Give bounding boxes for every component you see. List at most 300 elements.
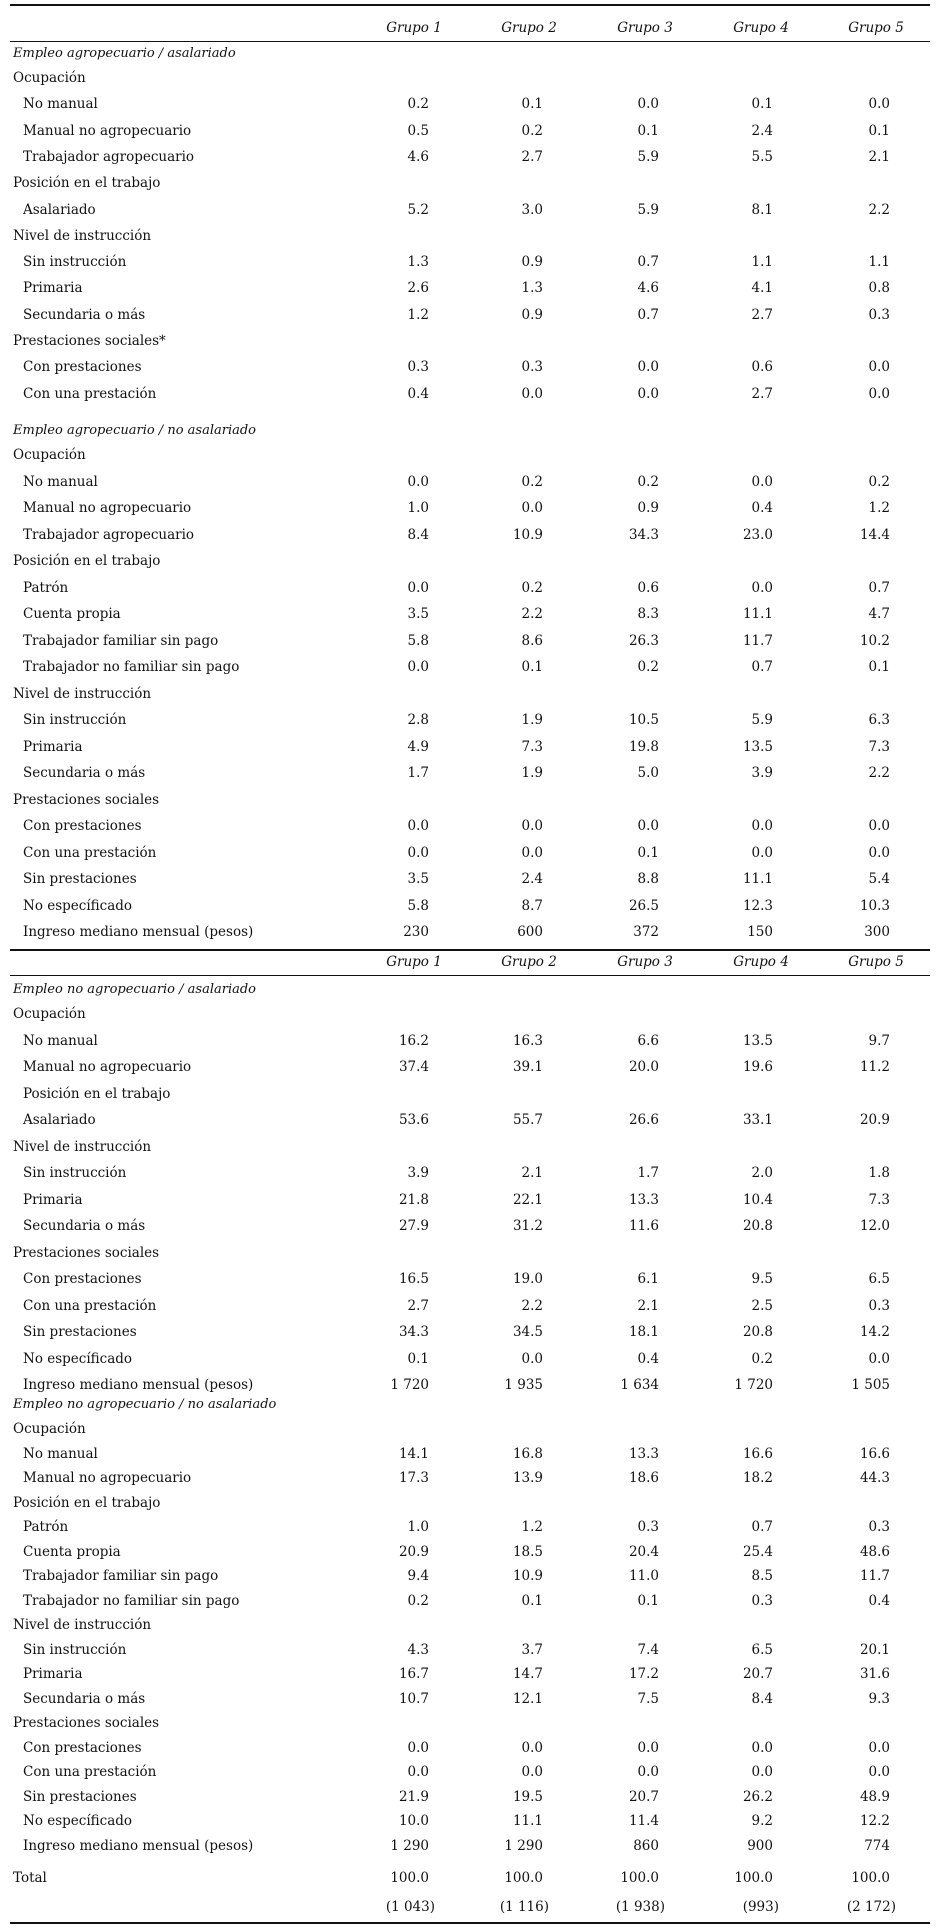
cell-value: 0.0 xyxy=(868,385,890,402)
cell-value: 5.2 xyxy=(407,201,429,218)
cell-value: 1.0 xyxy=(407,1519,429,1535)
cell-value: 26.6 xyxy=(628,1112,659,1128)
cell-value: 0.7 xyxy=(868,579,890,596)
cell-value: 9.2 xyxy=(751,1813,773,1829)
section-title-text: Empleo agropecuario / asalariado xyxy=(13,46,236,61)
cell-value: 20.9 xyxy=(398,1543,429,1560)
total-value: 100.0 xyxy=(620,1870,659,1886)
cell-value: 4.7 xyxy=(868,606,890,622)
row-label: Sin prestaciones xyxy=(23,871,137,887)
cell-value: 6.5 xyxy=(868,1271,890,1287)
row-label: No específicado xyxy=(23,1350,133,1367)
row-label: No manual xyxy=(23,96,98,113)
row-label: Trabajador familiar sin pago xyxy=(23,632,219,649)
cell-value: 5.4 xyxy=(868,871,890,887)
cell-value: 20.4 xyxy=(628,1543,659,1560)
cell-value: 0.0 xyxy=(751,844,773,861)
cell-value: 0.3 xyxy=(751,1592,773,1609)
cell-value: 0.1 xyxy=(637,122,659,139)
cell-value: 20.8 xyxy=(742,1324,773,1340)
total-value: 100.0 xyxy=(851,1870,890,1886)
group-header: Grupo 2 xyxy=(501,954,557,970)
cell-value: 2.0 xyxy=(751,1165,773,1181)
group-header: Grupo 5 xyxy=(848,954,904,970)
cell-value: 34.5 xyxy=(512,1324,543,1340)
cell-value: 16.6 xyxy=(859,1445,890,1462)
cell-value: 11.1 xyxy=(512,1813,543,1829)
cell-value: 22.1 xyxy=(512,1191,543,1208)
cell-value: 0.2 xyxy=(407,96,429,113)
cell-value: 860 xyxy=(633,1837,659,1854)
cell-value: 12.1 xyxy=(512,1690,543,1707)
cell-value: 37.4 xyxy=(398,1059,429,1075)
cell-value: 5.5 xyxy=(751,148,773,165)
cell-value: 1 634 xyxy=(620,1377,659,1393)
cell-value: 0.0 xyxy=(521,500,543,516)
row-label: Primaria xyxy=(23,1191,83,1208)
cell-value: 39.1 xyxy=(512,1059,543,1075)
cell-value: 5.8 xyxy=(407,897,429,914)
cell-value: 8.7 xyxy=(521,897,543,914)
cell-value: 7.3 xyxy=(868,1191,890,1208)
cell-value: 0.2 xyxy=(521,579,543,596)
cell-value: 0.2 xyxy=(521,122,543,139)
cell-value: 18.6 xyxy=(628,1470,659,1486)
cell-value: 10.3 xyxy=(859,897,890,914)
cell-value: 1 290 xyxy=(504,1837,543,1854)
cell-value: 12.3 xyxy=(742,897,773,914)
cell-value: 26.3 xyxy=(628,632,659,649)
cell-value: 0.3 xyxy=(521,359,543,376)
cell-value: 26.2 xyxy=(742,1788,773,1805)
cell-value: 7.4 xyxy=(637,1641,659,1658)
row-label: Prestaciones sociales* xyxy=(13,333,166,349)
cell-value: 11.2 xyxy=(859,1059,890,1075)
group-header: Grupo 1 xyxy=(386,20,442,36)
cell-value: 0.7 xyxy=(751,1519,773,1535)
cell-value: 48.6 xyxy=(859,1543,890,1560)
cell-value: 12.2 xyxy=(859,1813,890,1829)
cell-value: 13.5 xyxy=(742,1032,773,1049)
cell-value: 27.9 xyxy=(398,1218,429,1234)
cell-value: 0.0 xyxy=(521,1764,543,1780)
cell-value: 0.4 xyxy=(751,500,773,516)
cell-value: 2.2 xyxy=(521,1297,543,1314)
cell-value: 0.0 xyxy=(637,385,659,402)
cell-value: 31.2 xyxy=(512,1218,543,1234)
row-label: Sin prestaciones xyxy=(23,1788,137,1805)
cell-value: 0.1 xyxy=(521,1592,543,1609)
cell-value: 2.8 xyxy=(407,712,429,728)
cell-value: 10.4 xyxy=(742,1191,773,1208)
cell-value: 0.3 xyxy=(637,1519,659,1535)
row-label: Patrón xyxy=(23,579,69,596)
cell-value: 11.1 xyxy=(742,606,773,622)
cell-value: 230 xyxy=(403,924,429,940)
cell-value: 1.9 xyxy=(521,712,543,728)
cell-value: 2.7 xyxy=(407,1297,429,1314)
cell-value: 34.3 xyxy=(398,1324,429,1340)
cell-value: 0.2 xyxy=(521,473,543,490)
cell-value: 300 xyxy=(864,924,890,940)
bottom-rule xyxy=(10,1922,930,1924)
total-count: (1 116) xyxy=(499,1899,549,1915)
cell-value: 10.9 xyxy=(512,526,543,543)
cell-value: 0.0 xyxy=(751,473,773,490)
cell-value: 0.0 xyxy=(521,385,543,402)
cell-value: 13.3 xyxy=(628,1445,659,1462)
cell-value: 7.3 xyxy=(868,738,890,755)
row-label: Posición en el trabajo xyxy=(13,1494,161,1511)
row-label: Manual no agropecuario xyxy=(23,500,192,516)
cell-value: 0.0 xyxy=(868,1764,890,1780)
cell-value: 1 290 xyxy=(390,1837,429,1854)
cell-value: 3.9 xyxy=(407,1165,429,1181)
statistics-table xyxy=(10,0,930,1931)
cell-value: 1.3 xyxy=(407,254,429,271)
row-label: Con una prestación xyxy=(23,844,157,861)
cell-value: 0.0 xyxy=(407,659,429,675)
cell-value: 774 xyxy=(864,1837,890,1854)
cell-value: 8.4 xyxy=(407,526,429,543)
cell-value: 48.9 xyxy=(859,1788,890,1805)
section-rule xyxy=(10,949,930,951)
cell-value: 55.7 xyxy=(512,1112,543,1128)
row-label: Ingreso mediano mensual (pesos) xyxy=(23,1377,254,1393)
cell-value: 0.0 xyxy=(751,579,773,596)
cell-value: 2.4 xyxy=(521,871,543,887)
total-value: 100.0 xyxy=(390,1870,429,1886)
cell-value: 0.9 xyxy=(521,306,543,323)
cell-value: 16.7 xyxy=(398,1666,429,1682)
group-header: Grupo 4 xyxy=(733,20,789,36)
cell-value: 14.1 xyxy=(398,1445,429,1462)
cell-value: 1 505 xyxy=(851,1377,890,1393)
row-label: Sin instrucción xyxy=(23,254,127,271)
row-label: Posición en el trabajo xyxy=(23,1085,171,1102)
cell-value: 2.7 xyxy=(751,385,773,402)
cell-value: 19.5 xyxy=(512,1788,543,1805)
cell-value: 17.3 xyxy=(398,1470,429,1486)
cell-value: 44.3 xyxy=(859,1470,890,1486)
cell-value: 0.9 xyxy=(637,500,659,516)
total-count: (1 938) xyxy=(615,1899,665,1915)
cell-value: 1.8 xyxy=(868,1165,890,1181)
cell-value: 0.1 xyxy=(751,96,773,113)
cell-value: 0.1 xyxy=(637,1592,659,1609)
row-label: Sin instrucción xyxy=(23,1165,127,1181)
cell-value: 0.8 xyxy=(868,280,890,297)
total-value: 100.0 xyxy=(734,1870,773,1886)
section-title-text: Empleo no agropecuario / asalariado xyxy=(13,982,257,997)
cell-value: 0.6 xyxy=(637,579,659,596)
row-label: Trabajador no familiar sin pago xyxy=(23,659,240,675)
row-label: Ingreso mediano mensual (pesos) xyxy=(23,924,254,940)
group-header: Grupo 1 xyxy=(386,954,442,970)
header-rule xyxy=(10,41,930,42)
cell-value: 3.5 xyxy=(407,871,429,887)
row-label: Cuenta propia xyxy=(23,1543,121,1560)
row-label: Primaria xyxy=(23,1666,83,1682)
row-label: Secundaria o más xyxy=(23,765,146,781)
row-label: Sin instrucción xyxy=(23,1641,127,1658)
row-label: Con prestaciones xyxy=(23,359,142,376)
cell-value: 31.6 xyxy=(859,1666,890,1682)
row-label: Manual no agropecuario xyxy=(23,1470,192,1486)
cell-value: 16.3 xyxy=(512,1032,543,1049)
row-label: Secundaria o más xyxy=(23,1218,146,1234)
cell-value: 14.7 xyxy=(512,1666,543,1682)
cell-value: 3.5 xyxy=(407,606,429,622)
cell-value: 16.6 xyxy=(742,1445,773,1462)
group-header: Grupo 3 xyxy=(617,20,673,36)
cell-value: 0.0 xyxy=(521,1350,543,1367)
row-label: Ocupación xyxy=(13,1421,86,1437)
cell-value: 0.0 xyxy=(751,818,773,834)
cell-value: 0.0 xyxy=(868,1739,890,1756)
cell-value: 33.1 xyxy=(742,1112,773,1128)
cell-value: 0.0 xyxy=(407,1764,429,1780)
cell-value: 0.0 xyxy=(407,818,429,834)
cell-value: 11.6 xyxy=(628,1218,659,1234)
cell-value: 3.9 xyxy=(751,765,773,781)
row-label: Ingreso mediano mensual (pesos) xyxy=(23,1837,254,1854)
group-header: Grupo 5 xyxy=(848,20,904,36)
cell-value: 20.9 xyxy=(859,1112,890,1128)
cell-value: 0.0 xyxy=(868,359,890,376)
cell-value: 4.6 xyxy=(407,148,429,165)
cell-value: 2.7 xyxy=(751,306,773,323)
cell-value: 21.8 xyxy=(398,1191,429,1208)
row-label: Posición en el trabajo xyxy=(13,553,161,569)
section-title-text: Empleo no agropecuario / no asalariado xyxy=(13,1397,277,1412)
cell-value: 16.5 xyxy=(398,1271,429,1287)
cell-value: 0.0 xyxy=(637,96,659,113)
cell-value: 0.1 xyxy=(868,122,890,139)
row-label: Trabajador agropecuario xyxy=(23,526,195,543)
row-label: No manual xyxy=(23,473,98,490)
cell-value: 2.2 xyxy=(521,606,543,622)
cell-value: 2.2 xyxy=(868,765,890,781)
cell-value: 18.2 xyxy=(742,1470,773,1486)
row-label: Secundaria o más xyxy=(23,306,146,323)
cell-value: 6.1 xyxy=(637,1271,659,1287)
cell-value: 1.7 xyxy=(637,1165,659,1181)
row-label: No manual xyxy=(23,1032,98,1049)
cell-value: 0.0 xyxy=(637,1739,659,1756)
row-label: Con una prestación xyxy=(23,385,157,402)
cell-value: 0.7 xyxy=(751,659,773,675)
row-label: Nivel de instrucción xyxy=(13,227,152,244)
total-count: (1 043) xyxy=(385,1899,435,1915)
cell-value: 19.8 xyxy=(628,738,659,755)
cell-value: 1.9 xyxy=(521,765,543,781)
cell-value: 0.7 xyxy=(637,254,659,271)
cell-value: 10.7 xyxy=(398,1690,429,1707)
total-label: Total xyxy=(13,1870,47,1886)
cell-value: 20.1 xyxy=(859,1641,890,1658)
cell-value: 1.2 xyxy=(868,500,890,516)
cell-value: 16.8 xyxy=(512,1445,543,1462)
cell-value: 0.0 xyxy=(637,359,659,376)
cell-value: 0.0 xyxy=(407,473,429,490)
cell-value: 1.0 xyxy=(407,500,429,516)
cell-value: 14.2 xyxy=(859,1324,890,1340)
cell-value: 10.9 xyxy=(512,1568,543,1584)
top-rule xyxy=(10,4,930,6)
cell-value: 2.1 xyxy=(637,1297,659,1314)
cell-value: 1 720 xyxy=(390,1377,429,1393)
cell-value: 0.0 xyxy=(521,818,543,834)
cell-value: 0.2 xyxy=(868,473,890,490)
cell-value: 2.4 xyxy=(751,122,773,139)
cell-value: 0.1 xyxy=(407,1350,429,1367)
cell-value: 0.0 xyxy=(637,818,659,834)
cell-value: 2.5 xyxy=(751,1297,773,1314)
row-label: Con prestaciones xyxy=(23,1739,142,1756)
row-label: Prestaciones sociales xyxy=(13,1715,160,1731)
cell-value: 0.0 xyxy=(407,579,429,596)
cell-value: 6.5 xyxy=(751,1641,773,1658)
cell-value: 7.5 xyxy=(637,1690,659,1707)
total-count: (2 172) xyxy=(846,1899,896,1915)
row-label: Prestaciones sociales xyxy=(13,791,160,808)
cell-value: 13.3 xyxy=(628,1191,659,1208)
row-label: Trabajador agropecuario xyxy=(23,148,195,165)
cell-value: 9.3 xyxy=(868,1690,890,1707)
cell-value: 5.9 xyxy=(637,201,659,218)
total-value: 100.0 xyxy=(504,1870,543,1886)
cell-value: 0.5 xyxy=(407,122,429,139)
cell-value: 0.3 xyxy=(868,1297,890,1314)
cell-value: 6.6 xyxy=(637,1032,659,1049)
cell-value: 0.0 xyxy=(868,1350,890,1367)
cell-value: 0.1 xyxy=(521,96,543,113)
row-label: Con una prestación xyxy=(23,1297,157,1314)
cell-value: 2.2 xyxy=(868,201,890,218)
cell-value: 10.2 xyxy=(859,632,890,649)
cell-value: 2.6 xyxy=(407,280,429,297)
row-label: No manual xyxy=(23,1445,98,1462)
cell-value: 3.7 xyxy=(521,1641,543,1658)
cell-value: 4.9 xyxy=(407,738,429,755)
cell-value: 1.2 xyxy=(407,306,429,323)
row-label: Cuenta propia xyxy=(23,606,121,622)
row-label: Primaria xyxy=(23,738,83,755)
cell-value: 0.2 xyxy=(407,1592,429,1609)
cell-value: 2.1 xyxy=(521,1165,543,1181)
cell-value: 5.9 xyxy=(751,712,773,728)
cell-value: 20.7 xyxy=(742,1666,773,1682)
cell-value: 20.7 xyxy=(628,1788,659,1805)
row-label: Manual no agropecuario xyxy=(23,1059,192,1075)
cell-value: 1.1 xyxy=(751,254,773,271)
cell-value: 14.4 xyxy=(859,526,890,543)
cell-value: 5.0 xyxy=(637,765,659,781)
row-label: Ocupación xyxy=(13,70,86,86)
cell-value: 0.4 xyxy=(407,385,429,402)
cell-value: 0.0 xyxy=(868,96,890,113)
cell-value: 0.0 xyxy=(407,844,429,861)
cell-value: 18.5 xyxy=(512,1543,543,1560)
cell-value: 0.0 xyxy=(868,818,890,834)
cell-value: 0.2 xyxy=(751,1350,773,1367)
row-label: Sin prestaciones xyxy=(23,1324,137,1340)
cell-value: 16.2 xyxy=(398,1032,429,1049)
row-label: Ocupación xyxy=(13,447,86,463)
cell-value: 0.1 xyxy=(521,659,543,675)
cell-value: 6.3 xyxy=(868,712,890,728)
cell-value: 11.7 xyxy=(859,1568,890,1584)
cell-value: 19.0 xyxy=(512,1271,543,1287)
row-label: Asalariado xyxy=(23,1112,96,1128)
cell-value: 0.0 xyxy=(751,1764,773,1780)
cell-value: 9.5 xyxy=(751,1271,773,1287)
group-header: Grupo 4 xyxy=(733,954,789,970)
cell-value: 1.7 xyxy=(407,765,429,781)
cell-value: 0.0 xyxy=(637,1764,659,1780)
cell-value: 23.0 xyxy=(742,526,773,543)
cell-value: 5.9 xyxy=(637,148,659,165)
cell-value: 9.4 xyxy=(407,1568,429,1584)
cell-value: 8.3 xyxy=(637,606,659,622)
cell-value: 372 xyxy=(633,924,659,940)
row-label: No específicado xyxy=(23,1813,133,1829)
cell-value: 9.7 xyxy=(868,1032,890,1049)
row-label: Prestaciones sociales xyxy=(13,1244,160,1261)
group-header: Grupo 2 xyxy=(501,20,557,36)
row-label: Trabajador no familiar sin pago xyxy=(23,1592,240,1609)
cell-value: 1.1 xyxy=(868,254,890,271)
cell-value: 0.2 xyxy=(637,659,659,675)
row-label: Posición en el trabajo xyxy=(13,175,161,192)
cell-value: 1.2 xyxy=(521,1519,543,1535)
row-label: Nivel de instrucción xyxy=(13,1617,152,1633)
cell-value: 17.2 xyxy=(628,1666,659,1682)
row-label: Trabajador familiar sin pago xyxy=(23,1568,219,1584)
cell-value: 0.1 xyxy=(868,659,890,675)
cell-value: 4.3 xyxy=(407,1641,429,1658)
group-header: Grupo 3 xyxy=(617,954,673,970)
row-label: Sin instrucción xyxy=(23,712,127,728)
cell-value: 20.8 xyxy=(742,1218,773,1234)
cell-value: 0.2 xyxy=(637,473,659,490)
cell-value: 19.6 xyxy=(742,1059,773,1075)
row-label: No específicado xyxy=(23,897,133,914)
cell-value: 21.9 xyxy=(398,1788,429,1805)
cell-value: 0.0 xyxy=(868,844,890,861)
row-label: Secundaria o más xyxy=(23,1690,146,1707)
cell-value: 900 xyxy=(747,1837,773,1854)
cell-value: 4.1 xyxy=(751,280,773,297)
header-rule xyxy=(10,975,930,976)
row-label: Nivel de instrucción xyxy=(13,1138,152,1155)
cell-value: 1.3 xyxy=(521,280,543,297)
cell-value: 8.4 xyxy=(751,1690,773,1707)
cell-value: 11.7 xyxy=(742,632,773,649)
cell-value: 4.6 xyxy=(637,280,659,297)
row-label: Ocupación xyxy=(13,1006,86,1022)
row-label: Con prestaciones xyxy=(23,818,142,834)
cell-value: 26.5 xyxy=(628,897,659,914)
cell-value: 1 720 xyxy=(734,1377,773,1393)
cell-value: 13.5 xyxy=(742,738,773,755)
cell-value: 11.1 xyxy=(742,871,773,887)
cell-value: 0.1 xyxy=(637,844,659,861)
cell-value: 1 935 xyxy=(504,1377,543,1393)
row-label: Primaria xyxy=(23,280,83,297)
cell-value: 18.1 xyxy=(628,1324,659,1340)
